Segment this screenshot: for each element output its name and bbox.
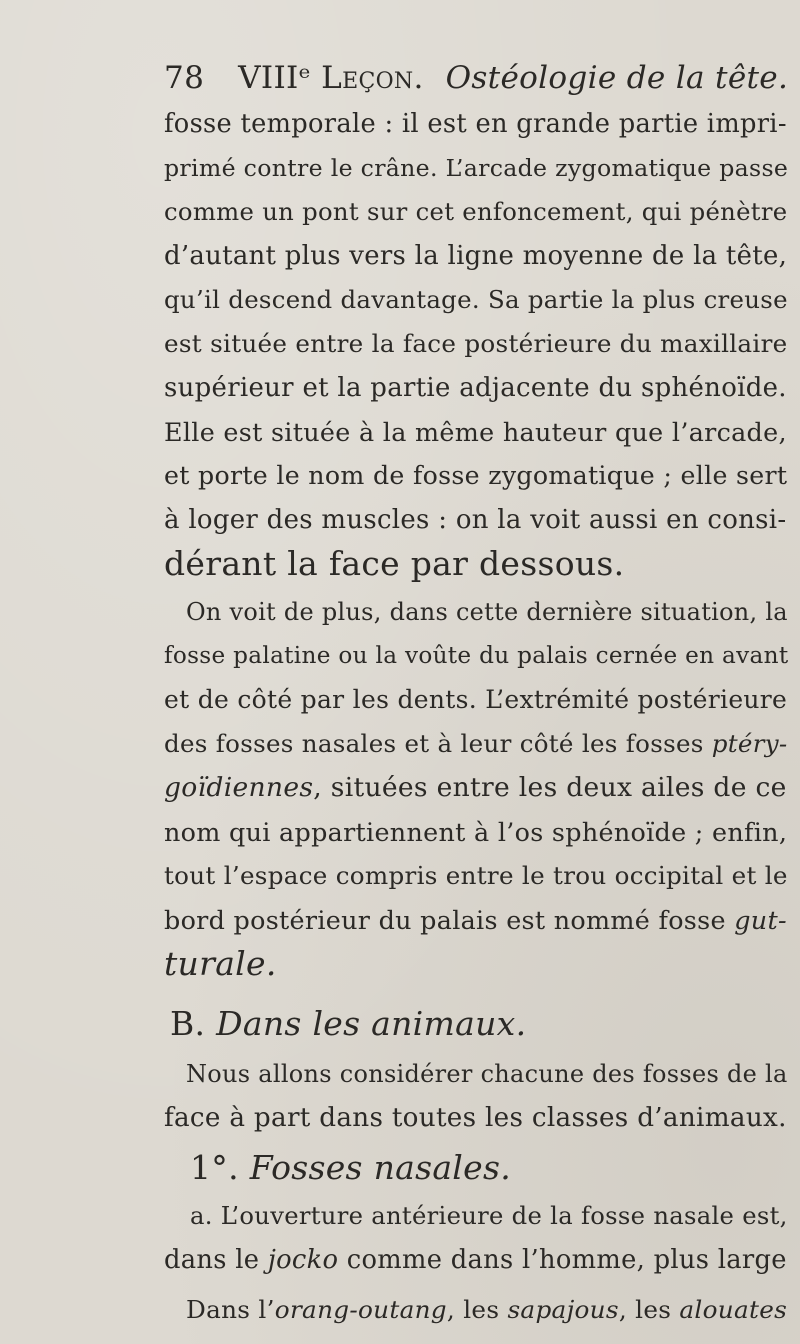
text-line [164,1240,787,1280]
text-line: à loger des muscles : on la voit aussi en consi- [164,505,787,535]
text-line: comme un pont sur cet enfoncement, qui pénètre [164,197,788,226]
italic-term: goïdiennes [164,772,314,803]
text-line: et de côté par les dents. L’extrémité postérieure [164,685,788,714]
italic-term: gut- [734,905,787,935]
text-line: primé contre le crâne. L’arcade zygomatique passe [164,154,789,182]
text-span: , les [618,1295,672,1324]
section-heading [170,1004,526,1044]
text-line: On voit de plus, dans cette dernière situation, la [186,598,788,626]
italic-term: alouates [679,1295,788,1324]
text-span: , situées entre les deux ailes de ce [313,772,787,803]
text-line: Nous allons considérer chacune des fosses de la [186,1060,788,1088]
text-line: est située entre la face postérieure du maxillaire [164,329,788,358]
lecon-label: VIIIᵉ Leçon. [238,60,424,96]
text-span: , les [446,1295,500,1324]
text-span: Dans l’ [186,1295,275,1324]
subsection-title: Fosses nasales. [249,1148,512,1187]
text-line: tout l’espace compris entre le trou occipital et le [164,861,788,890]
text-line: supérieur et la partie adjacente du sphénoïde. [164,373,787,403]
text-line: fosse temporale : il est en grande partie impri- [164,109,787,139]
italic-term: jocko [267,1245,339,1275]
section-title: Dans les animaux. [216,1004,527,1043]
text-span: dans le [164,1245,260,1275]
subsection-heading [190,1148,511,1188]
text-line: fosse palatine ou la voûte du palais cernée en avant [164,642,789,669]
text-span: bord postérieur du palais est nommé fosse [164,905,726,935]
section-marker: B. [170,1004,206,1043]
italic-term: orang-outang [274,1295,447,1324]
text-line: a. L’ouverture antérieure de la fosse nasale est, [190,1201,788,1230]
italic-term: ptéry- [711,729,788,758]
text-line: Elle est située à la même hauteur que l’arcade, [164,417,787,447]
text-line: face à part dans toutes les classes d’animaux. [164,1103,787,1133]
header-title: Ostéologie de la tête. [445,60,789,96]
text-span: des fosses nasales et à leur côté les fosses [164,729,704,758]
text-span: comme dans l’homme, plus large [346,1245,787,1275]
italic-term: turale. [164,944,277,983]
text-line: et porte le nom de fosse zygomatique ; elle sert [164,461,788,490]
text-line: qu’il descend davantage. Sa partie la plus creuse [164,285,788,314]
running-header [164,58,788,98]
text-line [164,944,277,984]
text-line [164,768,787,808]
text-line: d’autant plus vers la ligne moyenne de la tête, [164,241,788,271]
text-line [164,724,787,764]
subsection-number: 1°. [190,1148,239,1187]
text-line: dérant la face par dessous. [164,544,625,583]
text-line: nom qui appartiennent à l’os sphénoïde ; enfin, [164,817,788,847]
text-line [186,1290,787,1330]
text-line [164,900,787,940]
italic-term: sapajous [507,1295,619,1324]
page-number: 78 [164,60,205,96]
